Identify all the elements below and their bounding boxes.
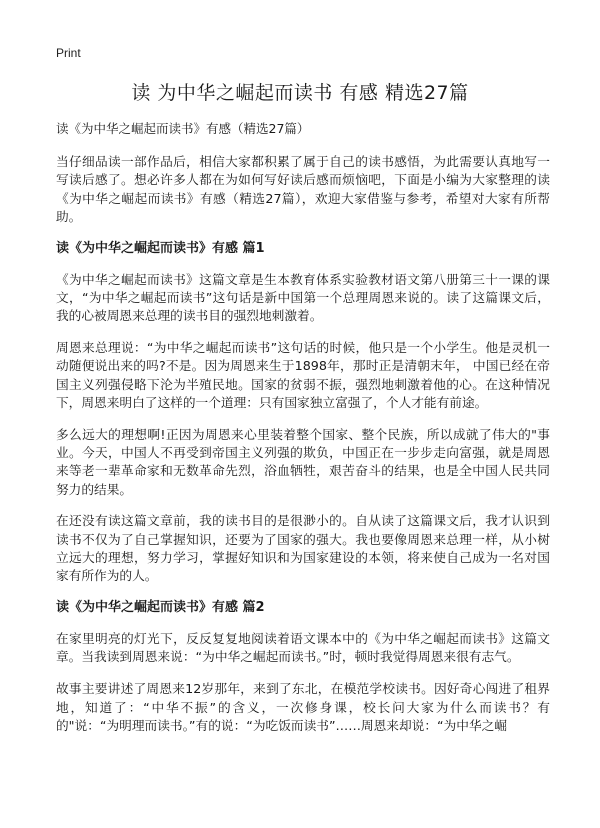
section-heading-2: 读《为中华之崛起而读书》有感 篇2	[56, 600, 265, 616]
page-title: 读 为中华之崛起而读书 有感 精选27篇	[131, 82, 469, 104]
section-2-paragraph-1: 在家里明亮的灯光下，反反复复地阅读着语文课本中的《为中华之崛起而读书》这篇文章。当我读到周恩来说：“为中华之崛起而读书。”时，顿时我觉得周恩来很有志气。	[56, 631, 550, 665]
intro-paragraph: 当仔细品读一部作品后，相信大家都积累了属于自己的读书感悟，为此需要认真地写一写读后感了。想必许多人都在为如何写好读后感而烦恼吧，下面是小编为大家整理的读《为中华之崛起而读书》有感（精选27篇），欢迎大家借鉴与参考，希望对大家有所帮助。	[56, 154, 550, 224]
section-1-paragraph-4: 在还没有读这篇文章前，我的读书目的是很渺小的。自从读了这篇课文后，我才认识到读书不仅为了自己掌握知识，还要为了国家的强大。我也要像周恩来总理一样，从小树立远大的理想，努力学习，掌握好知识和为国家建设的本领，将来使自己成为一名对国家有所作为的人。	[56, 513, 550, 584]
print-link[interactable]: Print	[56, 46, 81, 60]
section-1-paragraph-3: 多么远大的理想啊!正因为周恩来心里装着整个国家、整个民族，所以成就了伟大的"事业。今天，中国人不再受到帝国主义列强的欺负，中国正在一步步走向富强，就是周恩来等老一辈革命家和无数革命先烈，浴血牺牲，艰苦奋斗的结果，也是全中国人民共同努力的结果。	[56, 426, 550, 497]
section-2-paragraph-2: 故事主要讲述了周恩来12岁那年，来到了东北，在模范学校读书。因好奇心闯进了租界地，知道了：“中华不振”的含义，一次修身课，校长问大家为什么而读书？有的"说：“为明理而读书。”有的说：“为吃饭而读书”……周恩来却说：“为中华之崛	[56, 681, 550, 733]
article-subtitle: 读《为中华之崛起而读书》有感（精选27篇）	[56, 121, 310, 136]
section-heading-1: 读《为中华之崛起而读书》有感 篇1	[56, 240, 265, 256]
section-1-paragraph-1: 《为中华之崛起而读书》这篇文章是生本教育体系实验教材语文第八册第三十一课的课文，“为中华之崛起而读书”这句话是新中国第一个总理周恩来说的。读了这篇课文后，我的心被周恩来总理的读书目的强烈地刺激着。	[56, 271, 550, 324]
article-body	[56, 120, 550, 749]
section-1-paragraph-2: 周恩来总理说：“为中华之崛起而读书”这句话的时候，他只是一个小学生。他是灵机一动随便说出来的吗?不是。因为周恩来生于1898年，那时正是清朝末年， 中国已经在帝国主义列强侵略下沦为半殖民地。国家的贫弱不振，强烈地刺激着他的心。在这种情况下，周恩来明白了这样的一个道理：只有国家独立富强了，个人才能有前途。	[56, 340, 550, 410]
